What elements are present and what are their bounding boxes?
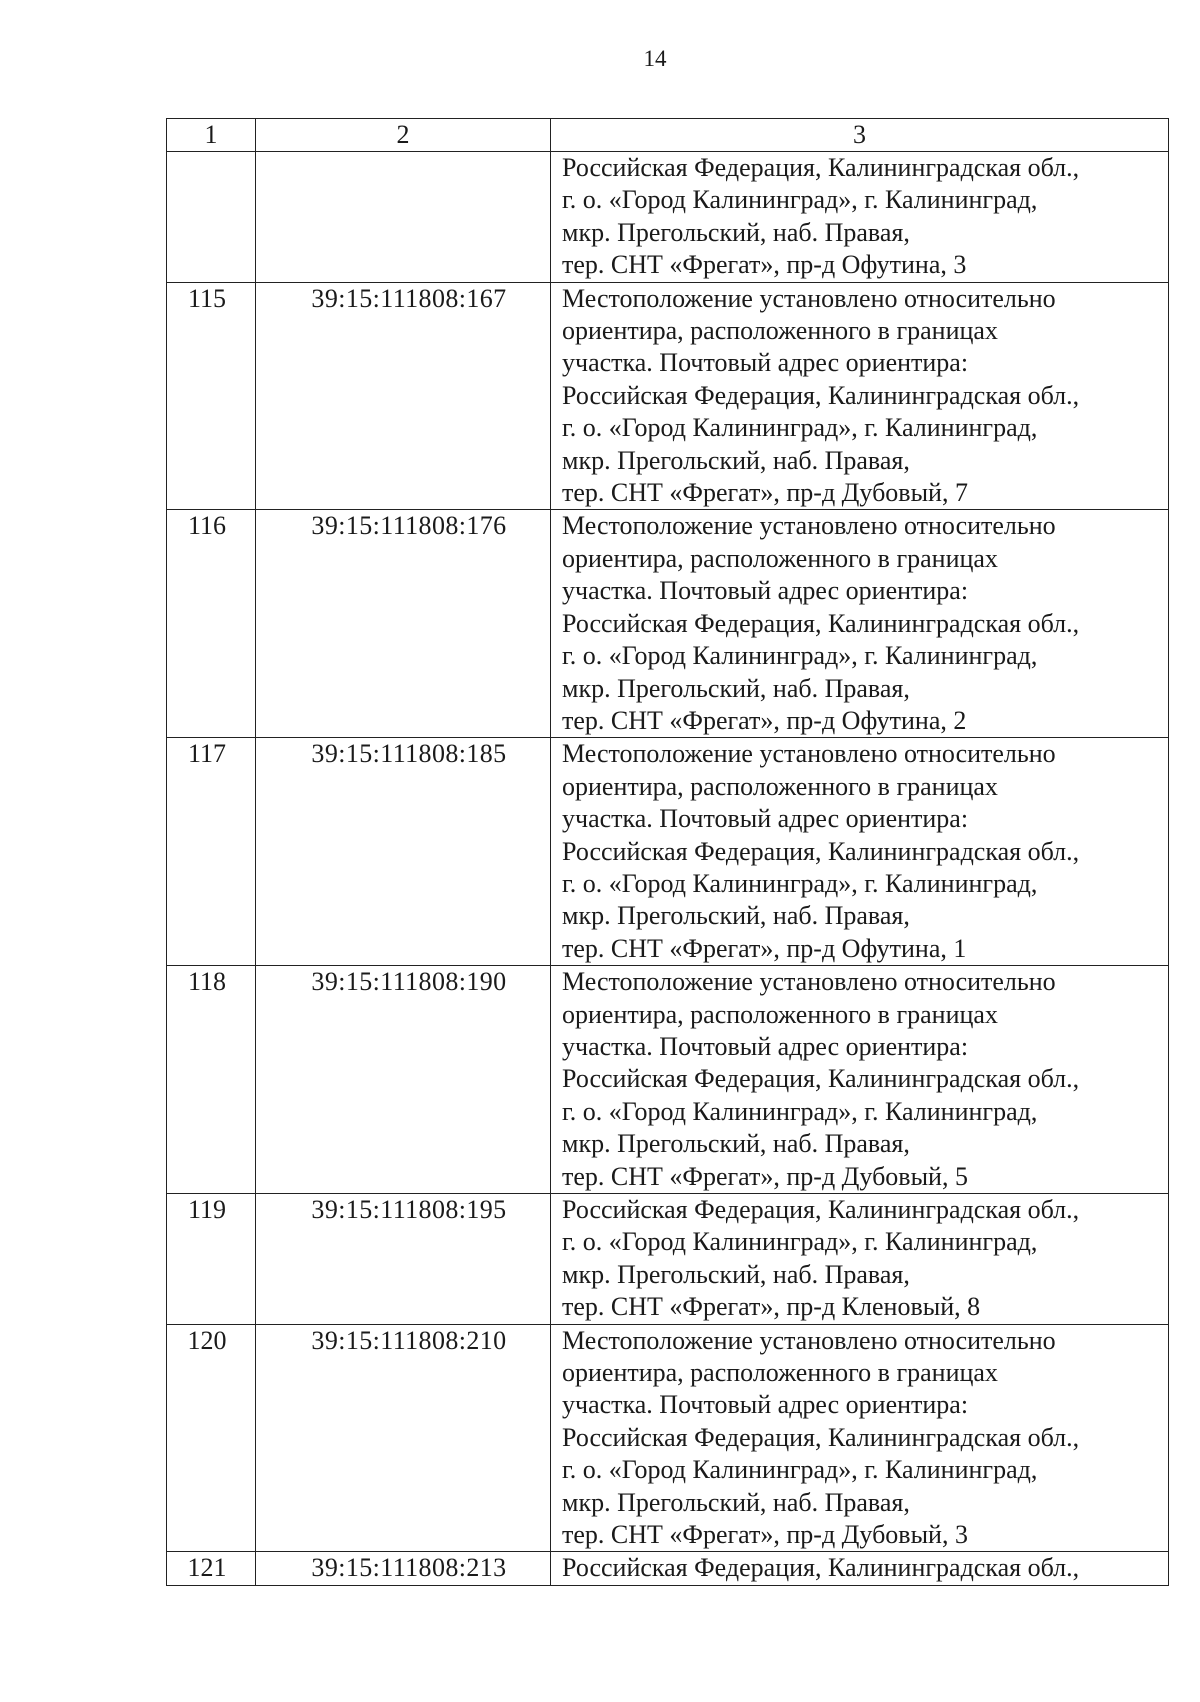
address-line: мкр. Прегольский, наб. Правая, <box>562 1129 910 1159</box>
row-number: 119 <box>167 1194 256 1325</box>
address-line: Местоположение установлено относительно <box>562 739 1056 769</box>
address-line: ориентира, расположенного в границах <box>562 999 998 1029</box>
address-cell <box>551 510 1169 738</box>
address-line: тер. СНТ «Фрегат», пр-д Дубовый, 7 <box>562 478 968 508</box>
address-line: мкр. Прегольский, наб. Правая, <box>562 217 910 247</box>
address-line: тер. СНТ «Фрегат», пр-д Офутина, 2 <box>562 705 967 735</box>
table-row <box>167 282 1169 510</box>
address-line: участка. Почтовый адрес ориентира: <box>562 1031 969 1061</box>
cadastral-number: 39:15:111808:213 <box>256 1552 551 1585</box>
column-header-number: 1 <box>167 119 256 152</box>
table-row <box>167 1194 1169 1325</box>
address-line: ориентира, расположенного в границах <box>562 1358 998 1388</box>
cadastral-number <box>256 152 551 283</box>
address-line: г. о. «Город Калининград», г. Калининград, <box>562 641 1038 671</box>
address-line: Местоположение установлено относительно <box>562 283 1056 313</box>
cadastral-number: 39:15:111808:176 <box>256 510 551 738</box>
address-line: г. о. «Город Калининград», г. Калининград, <box>562 868 1038 898</box>
table-row <box>167 1552 1169 1585</box>
address-line: участка. Почтовый адрес ориентира: <box>562 348 969 378</box>
row-number <box>167 152 256 283</box>
address-line: мкр. Прегольский, наб. Правая, <box>562 673 910 703</box>
address-line: Российская Федерация, Калининградская обл., <box>562 153 1080 182</box>
address-line: Местоположение установлено относительно <box>562 967 1056 997</box>
header-row <box>167 119 1169 152</box>
address-line: г. о. «Город Калининград», г. Калининград, <box>562 1096 1038 1126</box>
parcel-table <box>166 118 1169 1586</box>
address-line: Местоположение установлено относительно <box>562 511 1056 541</box>
address-line: участка. Почтовый адрес ориентира: <box>562 576 969 606</box>
cadastral-number: 39:15:111808:185 <box>256 738 551 966</box>
address-line: тер. СНТ «Фрегат», пр-д Дубовый, 3 <box>562 1520 968 1550</box>
address-line: Российская Федерация, Калининградская обл., <box>562 1422 1080 1452</box>
table-body <box>167 152 1169 1586</box>
row-number: 120 <box>167 1324 256 1552</box>
row-number: 121 <box>167 1552 256 1585</box>
table-row <box>167 738 1169 966</box>
cadastral-number: 39:15:111808:195 <box>256 1194 551 1325</box>
row-number: 116 <box>167 510 256 738</box>
address-line: г. о. «Город Калининград», г. Калининград, <box>562 1455 1038 1485</box>
address-line: мкр. Прегольский, наб. Правая, <box>562 901 910 931</box>
address-line: г. о. «Город Калининград», г. Калининград, <box>562 413 1038 443</box>
address-cell <box>551 1324 1169 1552</box>
address-line: Российская Федерация, Калининградская обл., <box>562 1553 1080 1583</box>
address-cell <box>551 282 1169 510</box>
address-line: Российская Федерация, Калининградская обл., <box>562 1064 1080 1094</box>
table-row <box>167 510 1169 738</box>
address-cell <box>551 152 1169 283</box>
address-line: Российская Федерация, Калининградская обл., <box>562 380 1080 410</box>
address-line: ориентира, расположенного в границах <box>562 771 998 801</box>
address-cell <box>551 738 1169 966</box>
cadastral-number: 39:15:111808:167 <box>256 282 551 510</box>
address-line: тер. СНТ «Фрегат», пр-д Офутина, 3 <box>562 250 967 280</box>
address-line: участка. Почтовый адрес ориентира: <box>562 804 969 834</box>
table-row <box>167 966 1169 1194</box>
address-line: тер. СНТ «Фрегат», пр-д Офутина, 1 <box>562 933 967 963</box>
address-line: мкр. Прегольский, наб. Правая, <box>562 1259 910 1289</box>
page-number: 14 <box>643 46 667 71</box>
table-row <box>167 152 1169 283</box>
address-line: тер. СНТ «Фрегат», пр-д Дубовый, 5 <box>562 1161 968 1191</box>
row-number: 118 <box>167 966 256 1194</box>
column-header-address: 3 <box>551 119 1169 152</box>
address-line: участка. Почтовый адрес ориентира: <box>562 1390 969 1420</box>
address-line: ориентира, расположенного в границах <box>562 316 998 346</box>
address-line: Российская Федерация, Калининградская обл., <box>562 608 1080 638</box>
column-header-cadastral: 2 <box>256 119 551 152</box>
address-cell <box>551 1194 1169 1325</box>
parcel-table-wrapper <box>166 118 1169 1586</box>
address-cell <box>551 966 1169 1194</box>
address-line: мкр. Прегольский, наб. Правая, <box>562 445 910 475</box>
address-line: Российская Федерация, Калининградская обл., <box>562 836 1080 866</box>
address-line: тер. СНТ «Фрегат», пр-д Кленовый, 8 <box>562 1292 981 1322</box>
table-row <box>167 1324 1169 1552</box>
address-line: г. о. «Город Калининград», г. Калининград, <box>562 1227 1038 1257</box>
address-cell <box>551 1552 1169 1585</box>
cadastral-number: 39:15:111808:210 <box>256 1324 551 1552</box>
address-line: Местоположение установлено относительно <box>562 1325 1056 1355</box>
address-line: мкр. Прегольский, наб. Правая, <box>562 1487 910 1517</box>
address-line: Российская Федерация, Калининградская обл., <box>562 1195 1080 1224</box>
cadastral-number: 39:15:111808:190 <box>256 966 551 1194</box>
row-number: 117 <box>167 738 256 966</box>
address-line: г. о. «Город Калининград», г. Калининград, <box>562 185 1038 215</box>
address-line: ориентира, расположенного в границах <box>562 543 998 573</box>
row-number: 115 <box>167 282 256 510</box>
